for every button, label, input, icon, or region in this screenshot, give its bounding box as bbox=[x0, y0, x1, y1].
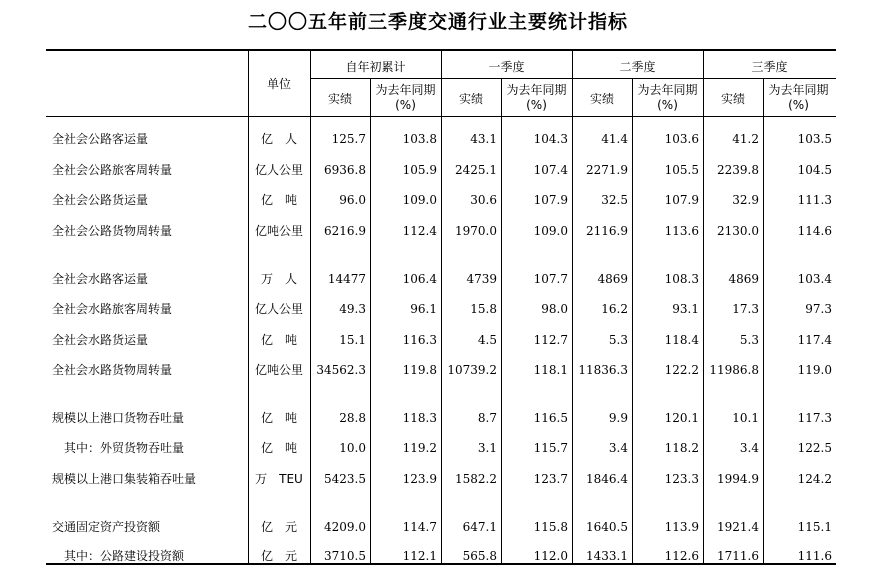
data-cell: 125.7 bbox=[331, 132, 366, 146]
row-unit: 万 人 bbox=[260, 272, 297, 286]
data-cell: 116.5 bbox=[533, 411, 568, 425]
data-cell: 34562.3 bbox=[316, 363, 366, 377]
data-cell: 17.3 bbox=[732, 302, 759, 316]
subcolumn-divider bbox=[370, 79, 371, 563]
row-label: 其中：公路建设投资额 bbox=[52, 549, 185, 563]
data-cell: 113.9 bbox=[664, 520, 699, 534]
row-label: 其中：外贸货物吞吐量 bbox=[52, 441, 185, 455]
data-cell: 117.4 bbox=[797, 333, 832, 347]
data-cell: 1970.0 bbox=[455, 224, 497, 238]
row-unit: 亿 元 bbox=[260, 549, 297, 563]
row-label: 规模以上港口货物吞吐量 bbox=[52, 411, 185, 425]
data-cell: 1640.5 bbox=[586, 520, 628, 534]
row-unit: 亿吨公里 bbox=[254, 224, 303, 238]
data-cell: 4869 bbox=[597, 272, 628, 286]
row-label: 全社会公路货物周转量 bbox=[52, 224, 173, 238]
row-unit: 亿 人 bbox=[260, 132, 297, 146]
row-label: 全社会公路旅客周转量 bbox=[52, 163, 173, 177]
data-cell: 109.0 bbox=[533, 224, 568, 238]
data-cell: 96.1 bbox=[410, 302, 437, 316]
data-cell: 3.4 bbox=[608, 441, 628, 455]
data-cell: 11986.8 bbox=[709, 363, 759, 377]
data-cell: 116.3 bbox=[402, 333, 437, 347]
data-cell: 114.7 bbox=[402, 520, 437, 534]
data-cell: 120.1 bbox=[664, 411, 699, 425]
actual-header: 实绩 bbox=[458, 92, 483, 106]
yoy-header: 为去年同期 bbox=[506, 83, 567, 97]
data-cell: 2239.8 bbox=[717, 163, 759, 177]
data-cell: 5423.5 bbox=[324, 472, 366, 486]
row-unit: 亿 吨 bbox=[260, 411, 297, 425]
row-label: 全社会水路货运量 bbox=[52, 333, 149, 347]
row-unit: 亿 元 bbox=[260, 520, 297, 534]
data-cell: 113.6 bbox=[664, 224, 699, 238]
data-cell: 14477 bbox=[327, 272, 366, 286]
yoy-header-unit: (%) bbox=[526, 98, 547, 112]
data-cell: 6936.8 bbox=[324, 163, 366, 177]
data-cell: 16.2 bbox=[601, 302, 628, 316]
data-cell: 103.4 bbox=[797, 272, 832, 286]
data-cell: 97.3 bbox=[805, 302, 832, 316]
yoy-header-unit: (%) bbox=[395, 98, 416, 112]
data-cell: 3.4 bbox=[739, 441, 759, 455]
row-label: 全社会水路货物周转量 bbox=[52, 363, 173, 377]
data-cell: 118.3 bbox=[402, 411, 437, 425]
data-cell: 104.5 bbox=[797, 163, 832, 177]
row-unit: 亿人公里 bbox=[254, 163, 303, 177]
data-cell: 103.8 bbox=[402, 132, 437, 146]
data-cell: 10739.2 bbox=[447, 363, 497, 377]
data-cell: 1711.6 bbox=[717, 549, 759, 563]
data-cell: 123.3 bbox=[664, 472, 699, 486]
data-cell: 106.4 bbox=[402, 272, 437, 286]
row-unit: 亿 吨 bbox=[260, 333, 297, 347]
data-cell: 123.9 bbox=[402, 472, 437, 486]
row-label: 全社会公路货运量 bbox=[52, 193, 149, 207]
data-cell: 115.8 bbox=[533, 520, 568, 534]
data-cell: 2425.1 bbox=[455, 163, 497, 177]
data-cell: 103.6 bbox=[664, 132, 699, 146]
actual-header: 实绩 bbox=[720, 92, 745, 106]
data-cell: 115.7 bbox=[533, 441, 568, 455]
data-cell: 117.3 bbox=[797, 411, 832, 425]
row-label: 规模以上港口集装箱吞吐量 bbox=[52, 472, 197, 486]
data-cell: 109.0 bbox=[402, 193, 437, 207]
data-cell: 1433.1 bbox=[586, 549, 628, 563]
yoy-header: 为去年同期 bbox=[637, 83, 698, 97]
data-cell: 103.5 bbox=[797, 132, 832, 146]
data-cell: 119.8 bbox=[402, 363, 437, 377]
data-cell: 5.3 bbox=[608, 333, 628, 347]
data-cell: 2116.9 bbox=[586, 224, 628, 238]
data-cell: 28.8 bbox=[339, 411, 366, 425]
data-cell: 111.3 bbox=[797, 193, 832, 207]
data-cell: 2271.9 bbox=[586, 163, 628, 177]
row-label: 全社会水路客运量 bbox=[52, 272, 149, 286]
yoy-header-unit: (%) bbox=[788, 98, 809, 112]
data-cell: 107.9 bbox=[664, 193, 699, 207]
subcolumn-divider bbox=[763, 79, 764, 563]
data-cell: 112.6 bbox=[664, 549, 699, 563]
actual-header: 实绩 bbox=[327, 92, 352, 106]
data-cell: 93.1 bbox=[672, 302, 699, 316]
row-unit: 亿 吨 bbox=[260, 193, 297, 207]
data-cell: 122.2 bbox=[664, 363, 699, 377]
data-cell: 1846.4 bbox=[586, 472, 628, 486]
unit-header: 单位 bbox=[266, 77, 291, 91]
data-cell: 107.9 bbox=[533, 193, 568, 207]
page-title: 二〇〇五年前三季度交通行业主要统计指标 bbox=[247, 11, 628, 33]
data-cell: 647.1 bbox=[462, 520, 497, 534]
data-cell: 124.2 bbox=[797, 472, 832, 486]
data-cell: 32.5 bbox=[601, 193, 628, 207]
group-header: 一季度 bbox=[488, 60, 525, 74]
data-cell: 3.1 bbox=[477, 441, 497, 455]
data-cell: 112.0 bbox=[533, 549, 568, 563]
group-header: 三季度 bbox=[751, 60, 788, 74]
data-cell: 1921.4 bbox=[717, 520, 759, 534]
data-cell: 4739 bbox=[466, 272, 497, 286]
row-unit: 亿人公里 bbox=[254, 302, 303, 316]
data-cell: 96.0 bbox=[339, 193, 366, 207]
data-cell: 119.2 bbox=[402, 441, 437, 455]
data-cell: 112.4 bbox=[402, 224, 437, 238]
row-label: 交通固定资产投资额 bbox=[52, 520, 161, 534]
data-cell: 30.6 bbox=[470, 193, 497, 207]
row-label: 全社会公路客运量 bbox=[52, 132, 149, 146]
data-cell: 43.1 bbox=[470, 132, 497, 146]
row-unit: 万 TEU bbox=[255, 472, 303, 486]
data-cell: 9.9 bbox=[608, 411, 628, 425]
data-cell: 8.7 bbox=[477, 411, 497, 425]
data-cell: 1582.2 bbox=[455, 472, 497, 486]
yoy-header: 为去年同期 bbox=[768, 83, 829, 97]
data-cell: 105.5 bbox=[664, 163, 699, 177]
data-cell: 122.5 bbox=[797, 441, 832, 455]
data-cell: 115.1 bbox=[797, 520, 832, 534]
data-cell: 4869 bbox=[728, 272, 759, 286]
data-cell: 104.3 bbox=[533, 132, 568, 146]
data-cell: 4209.0 bbox=[324, 520, 366, 534]
yoy-header: 为去年同期 bbox=[375, 83, 436, 97]
data-cell: 107.4 bbox=[533, 163, 568, 177]
table-bottom-rule bbox=[46, 563, 836, 565]
data-cell: 112.7 bbox=[533, 333, 568, 347]
data-cell: 15.1 bbox=[339, 333, 366, 347]
group-header: 自年初累计 bbox=[345, 60, 406, 74]
group-header: 二季度 bbox=[619, 60, 656, 74]
data-cell: 105.9 bbox=[402, 163, 437, 177]
data-cell: 108.3 bbox=[664, 272, 699, 286]
data-cell: 41.4 bbox=[601, 132, 628, 146]
row-unit: 亿吨公里 bbox=[254, 363, 303, 377]
row-label: 全社会水路旅客周转量 bbox=[52, 302, 173, 316]
data-cell: 107.7 bbox=[533, 272, 568, 286]
subcolumn-divider bbox=[501, 79, 502, 563]
group-header-rule bbox=[310, 78, 836, 79]
data-cell: 123.7 bbox=[533, 472, 568, 486]
data-cell: 5.3 bbox=[739, 333, 759, 347]
data-cell: 11836.3 bbox=[578, 363, 628, 377]
data-cell: 119.0 bbox=[797, 363, 832, 377]
data-cell: 41.2 bbox=[732, 132, 759, 146]
data-cell: 114.6 bbox=[797, 224, 832, 238]
data-cell: 112.1 bbox=[402, 549, 437, 563]
data-cell: 118.4 bbox=[664, 333, 699, 347]
data-cell: 10.0 bbox=[339, 441, 366, 455]
data-cell: 98.0 bbox=[541, 302, 568, 316]
yoy-header-unit: (%) bbox=[657, 98, 678, 112]
row-unit: 亿 吨 bbox=[260, 441, 297, 455]
data-cell: 2130.0 bbox=[717, 224, 759, 238]
data-cell: 10.1 bbox=[732, 411, 759, 425]
data-cell: 15.8 bbox=[470, 302, 497, 316]
actual-header: 实绩 bbox=[589, 92, 614, 106]
data-cell: 49.3 bbox=[339, 302, 366, 316]
subcolumn-divider bbox=[632, 79, 633, 563]
data-cell: 118.1 bbox=[533, 363, 568, 377]
data-cell: 6216.9 bbox=[324, 224, 366, 238]
data-cell: 3710.5 bbox=[324, 549, 366, 563]
data-cell: 118.2 bbox=[664, 441, 699, 455]
data-cell: 32.9 bbox=[732, 193, 759, 207]
data-cell: 111.6 bbox=[797, 549, 832, 563]
data-cell: 1994.9 bbox=[717, 472, 759, 486]
data-cell: 565.8 bbox=[462, 549, 497, 563]
data-cell: 4.5 bbox=[477, 333, 497, 347]
